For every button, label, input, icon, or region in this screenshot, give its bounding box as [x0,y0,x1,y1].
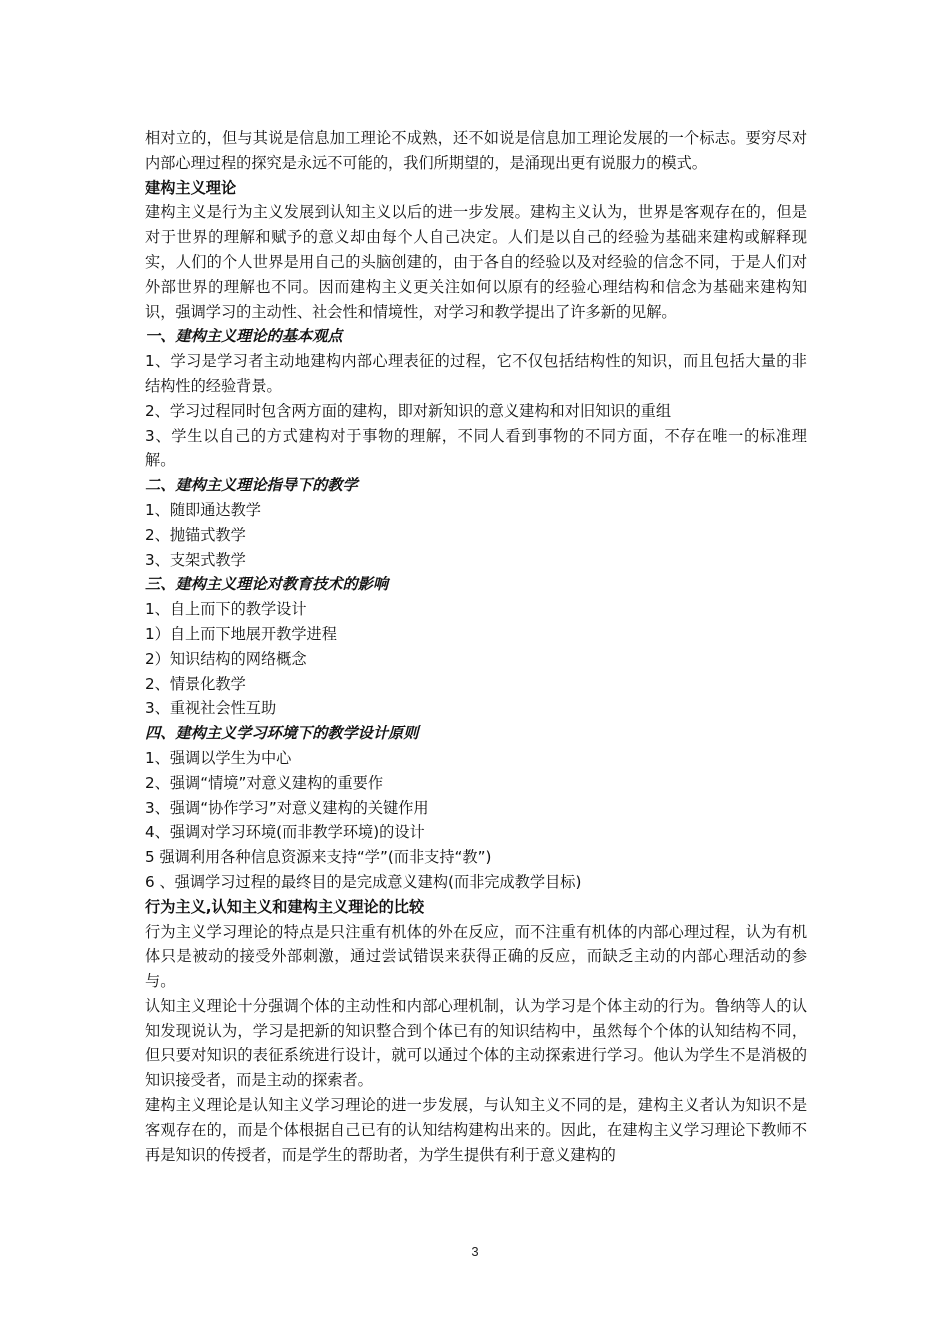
page-number: 3 [471,1244,479,1259]
paragraph: 认知主义理论十分强调个体的主动性和内部心理机制，认为学习是个体主动的行为。鲁纳等人的认知发现说认为，学习是把新的知识整合到个体已有的知识结构中，虽然每个个体的认知结构不同，但只要对知识的表征系统进行设计，就可以通过个体的主动探索进行学习。他认为学生不是消极的知识接受者，而是主动的探索者。 [145,996,807,1090]
list-item: 6 、强调学习过程的最终目的是完成意义建构(而非完成教学目标) [145,872,582,891]
paragraph: 建构主义理论是认知主义学习理论的进一步发展，与认知主义不同的是，建构主义者认为知识不是客观存在的，而是个体根据自己已有的认知结构建构出来的。因此，在建构主义学习理论下教师不再是知识的传授者，而是学生的帮助者，为学生提供有利于意义建构的 [145,1096,807,1164]
page-body [145,126,807,1167]
list-item: 2、情景化教学 [145,674,246,693]
list-item: 1、学习是学习者主动地建构内部心理表征的过程，它不仅包括结构性的知识，而且包括大量的非结构性的经验背景。 [145,352,807,395]
section-heading: 四、建构主义学习环境下的教学设计原则 [145,724,419,743]
list-item: 2）知识结构的网络概念 [145,649,307,668]
section-heading: 二、建构主义理论指导下的教学 [145,476,358,495]
list-item: 2、强调“情境”对意义建构的重要作 [145,773,384,792]
list-item: 2、学习过程同时包含两方面的建构，即对新知识的意义建构和对旧知识的重组 [145,401,672,420]
list-item: 1、自上而下的教学设计 [145,600,307,619]
list-item: 3、学生以自己的方式建构对于事物的理解，不同人看到事物的不同方面，不存在唯一的标准理解。 [145,426,807,470]
list-item: 1）自上而下地展开教学进程 [145,624,337,643]
section-title: 建构主义理论 [145,178,237,197]
list-item: 3、重视社会性互助 [145,699,277,718]
paragraph: 行为主义学习理论的特点是只注重有机体的外在反应，而不注重有机体的内部心理过程，认为有机体只是被动的接受外部刺激，通过尝试错误来获得正确的反应，而缺乏主动的内部心理活动的参与。 [145,922,807,991]
list-item: 1、随即通达教学 [145,500,261,519]
paragraph: 相对立的，但与其说是信息加工理论不成熟，还不如说是信息加工理论发展的一个标志。要穷尽对内部心理过程的探究是永远不可能的，我们所期望的，是涌现出更有说服力的模式。 [145,129,807,172]
list-item: 3、支架式教学 [145,550,246,569]
list-item: 1、强调以学生为中心 [145,748,292,767]
list-item: 4、强调对学习环境(而非教学环境)的设计 [145,823,425,842]
paragraph: 建构主义是行为主义发展到认知主义以后的进一步发展。建构主义认为，世界是客观存在的，但是对于世界的理解和赋予的意义却由每个人自己决定。人们是以自己的经验为基础来建构或解释现实，人们的个人世界是用自己的头脑创建的，由于各自的经验以及对经验的信念不同，于是人们对外部世界的理解也不同。因而建构主义更关注如何以原有的经验心理结构和信念为基础来建构知识，强调学习的主动性、社会性和情境性，对学习和教学提出了许多新的见解。 [145,203,807,321]
section-heading: 三、建构主义理论对教育技术的影响 [145,575,388,594]
section-title: 行为主义,认知主义和建构主义理论的比较 [145,897,425,916]
list-item: 2、抛锚式教学 [145,525,246,544]
list-item: 3、强调“协作学习”对意义建构的关键作用 [145,798,429,817]
list-item: 5 强调利用各种信息资源来支持“学”(而非支持“教”) [145,848,492,867]
section-heading: 一、建构主义理论的基本观点 [145,327,343,346]
